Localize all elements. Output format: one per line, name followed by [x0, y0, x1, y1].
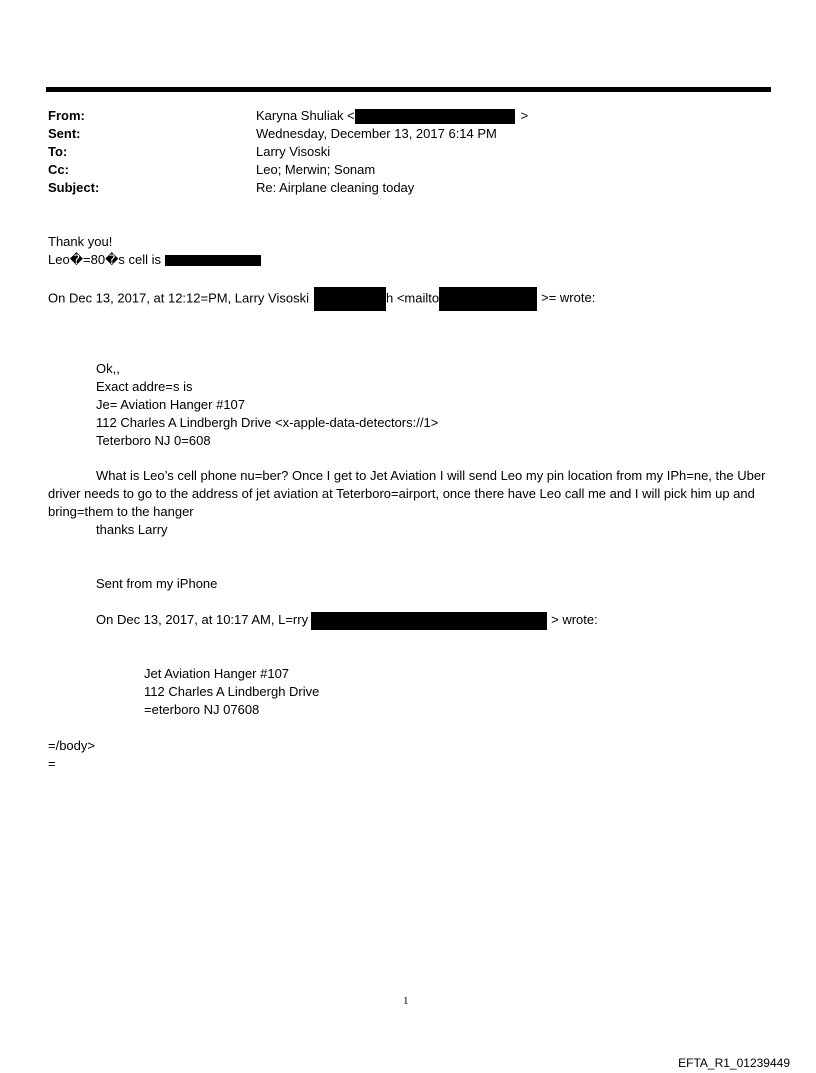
sent-label: Sent: [48, 126, 81, 141]
quote2-line: Jet Aviation Hanger #107 [144, 666, 290, 681]
from-value [256, 107, 528, 125]
redaction-block [165, 255, 261, 266]
cc-label: Cc: [48, 162, 69, 177]
signoff: thanks Larry [96, 522, 168, 537]
sent-from-iphone: Sent from my iPhone [96, 576, 218, 591]
subject-label: Subject: [48, 180, 100, 195]
trailer-line: = [48, 756, 56, 771]
reply1-end: >= wrote: [541, 290, 596, 306]
redaction-block [439, 287, 537, 311]
redaction-block [355, 109, 515, 124]
to-value: Larry Visoski [256, 144, 331, 159]
cc-value: Leo; Merwin; Sonam [256, 162, 376, 177]
reply-header-2 [96, 611, 598, 630]
thanks-line: Thank you! [48, 234, 113, 249]
to-label: To: [48, 144, 68, 159]
cell-line [48, 251, 261, 269]
from-close: > [520, 108, 529, 123]
cell-text: Leo�=80�s cell is [48, 252, 162, 267]
quote1-line: Je= Aviation Hanger #107 [96, 397, 246, 412]
reply2-end: > wrote: [551, 612, 598, 627]
quote1-line: Teterboro NJ 0=608 [96, 433, 211, 448]
from-name: Karyna Shuliak < [256, 108, 355, 123]
subject-value: Re: Airplane cleaning today [256, 180, 415, 195]
sent-value: Wednesday, December 13, 2017 6:14 PM [256, 126, 497, 141]
quote2-line: 112 Charles A Lindbergh Drive [144, 684, 320, 699]
trailer-line: =/body> [48, 738, 95, 753]
quote2-line: =eterboro NJ 07608 [144, 702, 260, 717]
redaction-block [314, 287, 386, 311]
quote1-paragraph: What is Leo’s cell phone nu=ber? Once I get to Jet Aviation I will send Leo my pin location from my IPh=ne, the Uber driver needs to go to the address of jet aviation at Teterboro=airport, once there have Leo call me and I will pick him up and bring=them to the hanger [48, 468, 766, 519]
reply1-mid: h <mailto [385, 290, 440, 306]
quote1-line: 112 Charles A Lindbergh Drive <x-apple-data-detectors://1> [96, 415, 439, 430]
reply1-text: On Dec 13, 2017, at 12:12=PM, Larry Visoski [48, 290, 309, 306]
redaction-block [311, 612, 547, 630]
reply-header-1 [48, 287, 595, 311]
reply2-text: On Dec 13, 2017, at 10:17 AM, L=rry [96, 612, 309, 627]
header-divider [46, 87, 771, 92]
quote1-line: Exact addre=s is [96, 379, 193, 394]
from-label: From: [48, 108, 85, 123]
quote1-line: Ok,, [96, 361, 120, 376]
page-number: 1 [403, 995, 409, 1007]
document-id: EFTA_R1_01239449 [678, 1056, 790, 1070]
